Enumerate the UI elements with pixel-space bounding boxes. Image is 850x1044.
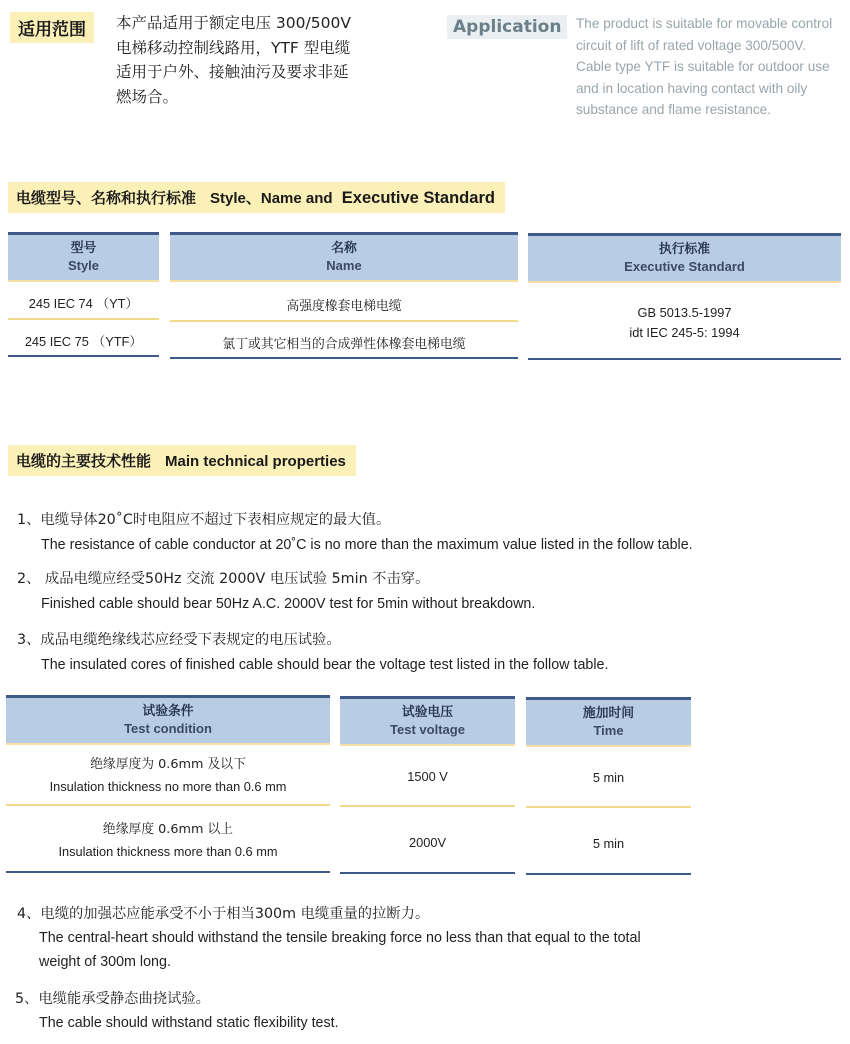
table-bottom-rule [528, 358, 841, 360]
property-3-en: The insulated cores of finished cable should bear the voltage test listed in the follow table. [41, 657, 609, 673]
header-en: Style [67, 258, 100, 273]
application-text-cn-line: 燃场合。 [116, 87, 179, 106]
section-style-title [8, 182, 505, 213]
application-text-cn-line: 本产品适用于额定电压 300/500V [116, 14, 351, 32]
property-1-en: The resistance of cable conductor at 20˚C is no more than the maximum value listed in the follow table. [41, 537, 693, 553]
style-table-header-style [8, 232, 159, 280]
table-bottom-rule [340, 872, 515, 874]
property-4-cn: 4、电缆的加强芯应能承受不小于相当300m 电缆重量的拉断力。 [17, 906, 430, 922]
test-table-row1-voltage: 1500 V [407, 769, 448, 784]
section-style-title-en-a: Style、Name and [210, 190, 333, 207]
test-table-header-voltage [340, 696, 515, 744]
style-table-row2-name: 氯丁或其它相当的合成弹性体橡套电梯电缆 [222, 337, 466, 352]
application-text-cn [116, 11, 386, 109]
application-text-en [576, 13, 848, 121]
table-divider [8, 318, 159, 320]
header-en: Test condition [124, 721, 212, 736]
standard-line: GB 5013.5-1997 [637, 305, 732, 320]
header-en: Time [593, 723, 624, 738]
header-en: Test voltage [390, 722, 465, 737]
application-text-cn-line: 适用于户外、接触油污及要求非延 [116, 63, 349, 81]
application-text-en-line: circuit of lift of rated voltage 300/500V. [576, 37, 806, 53]
application-text-en-line: substance and flame resistance. [576, 102, 771, 117]
table-bottom-rule [8, 355, 159, 357]
property-1-cn: 1、电缆导体20˚C时电阻应不超过下表相应规定的最大值。 [17, 512, 391, 528]
test-table-header-condition [6, 695, 330, 743]
table-bottom-rule [6, 871, 330, 873]
property-5-en: The cable should withstand static flexibility test. [39, 1015, 339, 1031]
section-props-title-en: Main technical properties [165, 453, 346, 470]
header-en: Name [326, 258, 362, 273]
header-en: Executive Standard [624, 259, 745, 274]
application-text-en-line: The product is suitable for movable control [576, 16, 833, 31]
section-style-title-en-b: Executive Standard [341, 189, 495, 207]
header-cn: 名称 [331, 241, 357, 256]
condition-en: Insulation thickness more than 0.6 mm [58, 844, 278, 859]
property-4-en [39, 926, 641, 974]
style-table-row1-name: 高强度橡套电梯电缆 [286, 299, 402, 314]
style-table-header-standard [528, 233, 841, 281]
header-cn: 施加时间 [582, 706, 635, 721]
property-3-cn: 3、成品电缆绝缘线芯应经受下表规定的电压试验。 [17, 632, 341, 648]
test-table-row2-condition [6, 819, 330, 863]
condition-en: Insulation thickness no more than 0.6 mm [49, 779, 287, 794]
standard-line: idt IEC 245-5: 1994 [629, 325, 740, 340]
test-table-row2-voltage: 2000V [408, 835, 446, 850]
header-cn: 型号 [70, 241, 97, 256]
application-text-en-line: and in location having contact with oily [576, 80, 808, 96]
style-table-row1-style: 245 IEC 74 （YT） [28, 296, 139, 311]
property-4-en-line: The central-heart should withstand the tensile breaking force no less than that equal to the total [39, 930, 641, 946]
table-divider [170, 320, 518, 322]
header-cn: 试验电压 [401, 705, 454, 720]
application-label-cn: 适用范围 [10, 12, 94, 43]
test-table-row1-time: 5 min [592, 770, 625, 785]
test-table-row1-condition [6, 754, 330, 798]
test-table-row2-time: 5 min [592, 836, 625, 851]
section-style-title-cn: 电缆型号、名称和执行标准 [16, 189, 197, 207]
condition-cn: 绝缘厚度为 0.6mm 及以下 [90, 757, 246, 772]
property-2-cn: 2、 成品电缆应经受50Hz 交流 2000V 电压试验 5min 不击穿。 [17, 571, 430, 587]
application-label-en: Application [447, 15, 567, 39]
style-table-header-name [170, 232, 518, 280]
style-table-standard [528, 303, 841, 343]
table-bottom-rule [526, 873, 691, 875]
property-2-en: Finished cable should bear 50Hz A.C. 2000V test for 5min without breakdown. [41, 596, 536, 612]
test-table-header-time [526, 697, 691, 745]
header-cn: 试验条件 [142, 704, 194, 719]
section-props-title-cn: 电缆的主要技术性能 [16, 452, 152, 470]
header-cn: 执行标准 [658, 242, 711, 257]
section-props-title [8, 445, 356, 476]
condition-cn: 绝缘厚度 0.6mm 以上 [102, 822, 234, 837]
table-divider [340, 805, 515, 807]
application-text-cn-line: 电梯移动控制线路用，YTF 型电缆 [116, 38, 351, 57]
application-text-en-line: Cable type YTF is suitable for outdoor use [576, 59, 830, 74]
table-divider [526, 806, 691, 808]
style-table-row2-style: 245 IEC 75 （YTF） [24, 334, 143, 349]
table-divider [6, 804, 330, 806]
property-4-en-line: weight of 300m long. [39, 954, 171, 970]
property-5-cn: 5、电缆能承受静态曲挠试验。 [15, 991, 210, 1007]
table-bottom-rule [170, 357, 518, 359]
